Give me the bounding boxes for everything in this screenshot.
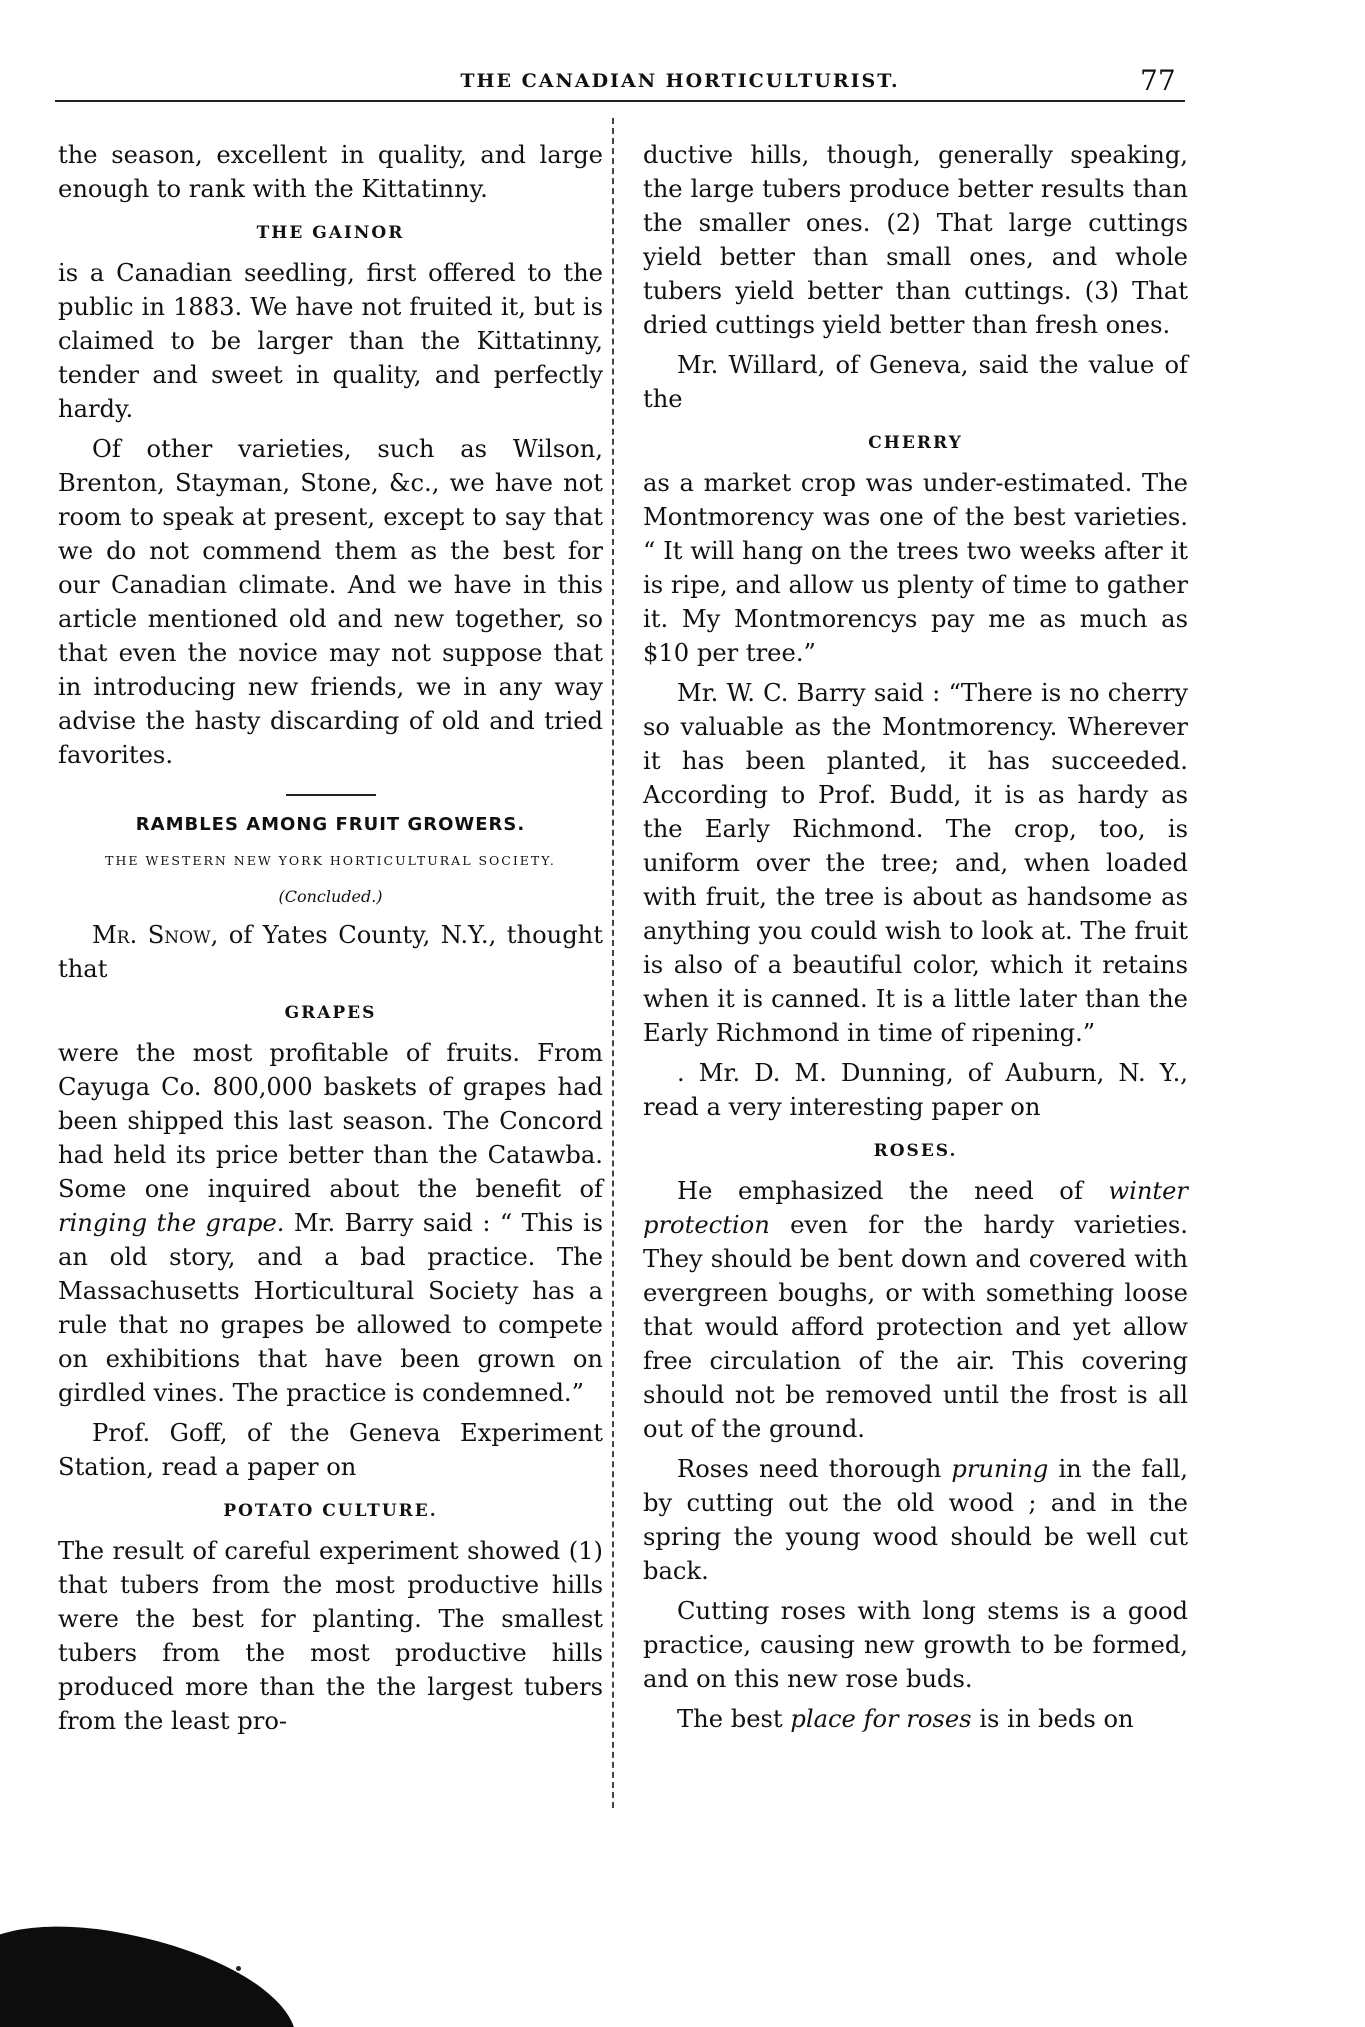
page-number: 77 (1140, 64, 1176, 97)
running-title: THE CANADIAN HORTICULTURIST. (460, 70, 900, 92)
paragraph-kittatinny-end: the season, excellent in quality, and large enough to rank with the Kittatinny. (58, 141, 603, 203)
grapes-text-b: Mr. Barry said : “ This is an old story, and a bad practice. The Massachusetts Horticultural Society has a rule that no grapes be allowed to compete on exhibitions that have been grown on girdled vines. The practice is condemned.” (58, 1209, 603, 1407)
heading-grapes: GRAPES (284, 1003, 377, 1023)
paragraph-place (643, 1702, 1188, 1736)
heading-gainor: THE GAINOR (256, 223, 405, 243)
heading-potato-culture: POTATO CULTURE. (223, 1501, 438, 1521)
concluded-note: (Concluded.) (278, 887, 383, 906)
paragraph-pruning (643, 1452, 1188, 1588)
paragraph-dunning: . Mr. D. M. Dunning, of Auburn, N. Y., read a very interesting paper on (643, 1059, 1188, 1121)
grapes-text-a: were the most profitable of fruits. From Cayuga Co. 800,000 baskets of grapes had been shipped this last season. The Concord had held its price better than the Catawba. Some one inquired about the benefit of (58, 1039, 603, 1203)
header-rule (55, 100, 1185, 102)
scan-edge-shadow (0, 1909, 309, 2027)
prune-text-a: Roses need thorough (677, 1455, 952, 1483)
prune-emphasis: pruning (951, 1455, 1049, 1483)
place-emphasis: place for roses (790, 1705, 972, 1733)
paragraph-cherry: as a market crop was under-estimated. The Montmorency was one of the best varieties. “ It will hang on the trees two weeks after it is ripe, and allow us plenty of time to gather it. My Montmorencys pay me as much as $10 per tree.” (643, 469, 1188, 667)
place-text-b: is in beds on (971, 1705, 1134, 1733)
article-divider (286, 794, 376, 796)
paragraph-snow (58, 918, 603, 986)
roses-text-b: even for the hardy varieties. They should be bent down and covered with evergreen boughs, or with something loose that would afford protection and yet allow free circulation of the air. This covering should not be removed until the frost is all out of the ground. (643, 1211, 1188, 1443)
paragraph-tubers: ductive hills, though, generally speaking, the large tubers produce better results than the smaller ones. (2) That large cuttings yield better than small ones, and whole tubers yield better than cuttings. (3) That dried cuttings yield better than fresh ones. (643, 141, 1188, 339)
place-text-a: The best (677, 1705, 791, 1733)
prune-text-b: in the fall, by cutting out the old wood ; and in the spring the young wood should be well cut back. (643, 1455, 1188, 1585)
heading-roses: ROSES. (873, 1141, 958, 1161)
paragraph-goff: Prof. Goff, of the Geneva Experiment Station, read a paper on (58, 1419, 603, 1481)
scan-speck (236, 1966, 241, 1971)
roses-emphasis: winter protection (643, 1177, 1188, 1239)
paragraph-potato: The result of careful experiment showed (1) that tubers from the most productive hills were the best for planting. The smallest tubers from the most productive hills produced more than the the largest tubers from the least pro- (58, 1537, 603, 1735)
right-column (643, 138, 1188, 1742)
paragraph-gainor: is a Canadian seedling, first offered to the public in 1883. We have not fruited it, but is claimed to be larger than the Kittatinny, tender and sweet in quality, and perfectly hardy. (58, 259, 603, 423)
paragraph-barry: Mr. W. C. Barry said : “There is no cherry so valuable as the Montmorency. Wherever it has been planted, it has succeeded. According to Prof. Budd, it is as hardy as the Early Richmond. The crop, too, is uniform over the tree; and, when loaded with fruit, the tree is about as handsome as anything you could wish to look at. The fruit is also of a beautiful color, which it retains when it is canned. It is a little later than the Early Richmond in time of ripening.” (643, 679, 1188, 1047)
grapes-emphasis: ringing the grape. (58, 1209, 285, 1237)
paragraph-cutting: Cutting roses with long stems is a good practice, causing new growth to be formed, and on this new rose buds. (643, 1597, 1188, 1693)
paragraph-winter-protection (643, 1174, 1188, 1446)
snow-text: , of Yates County, N.Y., thought that (58, 921, 603, 983)
article-subtitle: THE WESTERN NEW YORK HORTICULTURAL SOCIETY. (105, 853, 556, 868)
roses-text-a: He emphasized the need of (677, 1177, 1109, 1205)
heading-cherry: CHERRY (868, 433, 963, 453)
paragraph-other-varieties: Of other varieties, such as Wilson, Brenton, Stayman, Stone, &c., we have not room to speak at present, except to say that we do not commend them as the best for our Canadian climate. And we have in this article mentioned old and new together, so that even the novice may not suppose that in introducing new friends, we in any way advise the hasty discarding of old and tried favorites. (58, 435, 603, 769)
left-column (58, 138, 603, 1744)
column-divider (612, 118, 614, 1808)
paragraph-willard: Mr. Willard, of Geneva, said the value of the (643, 351, 1188, 413)
article-title: RAMBLES AMONG FRUIT GROWERS. (135, 814, 526, 835)
speaker-snow: Mr. Snow (92, 921, 211, 949)
paragraph-grapes (58, 1036, 603, 1410)
